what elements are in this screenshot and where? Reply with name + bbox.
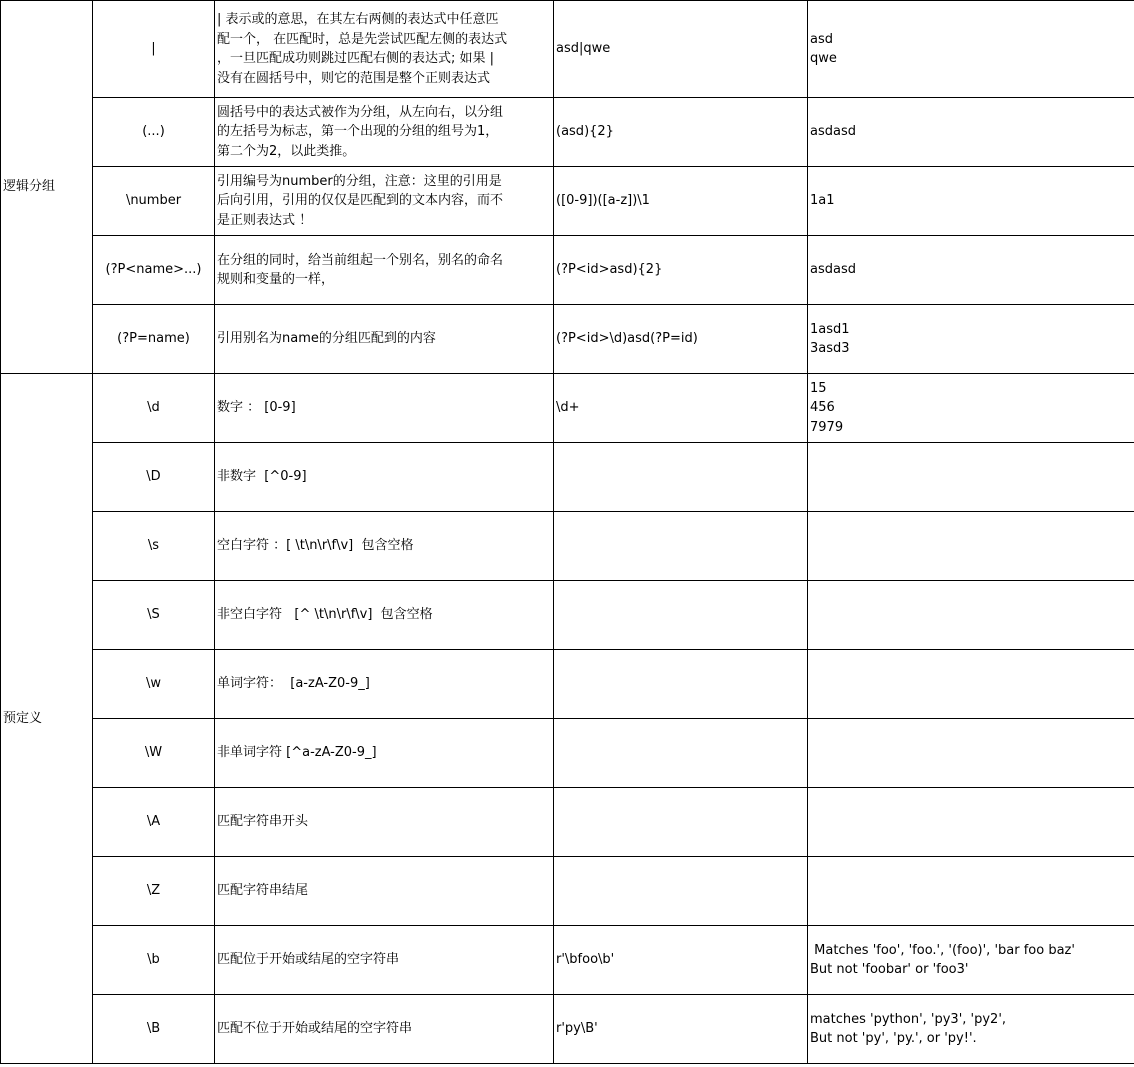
result-line: 1a1 <box>810 193 835 209</box>
description-line: 在分组的同时，给当前组起一个别名，别名的命名 <box>217 252 504 268</box>
symbol-cell: (?P=name) <box>93 305 215 374</box>
description-line: 没有在圆括号中，则它的范围是整个正则表达式 <box>217 70 491 86</box>
result-line: But not 'foobar' or 'foo3' <box>810 962 969 977</box>
description-line: 后向引用，引用的仅仅是匹配到的文本内容，而不 <box>217 193 504 209</box>
category-cell: 预定义 <box>1 374 93 1064</box>
description-line: 单词字符： [a-zA-Z0-9_] <box>217 676 370 692</box>
description-line: 规则和变量的一样， <box>217 272 335 287</box>
symbol-cell: \A <box>93 788 215 857</box>
result-cell <box>808 512 1134 581</box>
symbol-cell: \W <box>93 719 215 788</box>
description-cell <box>215 167 554 236</box>
table-row <box>1 719 1134 788</box>
description-line: 是正则表达式 ！ <box>217 212 313 228</box>
result-cell <box>808 581 1134 650</box>
example-cell <box>554 512 808 581</box>
description-cell <box>215 98 554 167</box>
table-row <box>1 305 1134 374</box>
example-cell: (asd){2} <box>554 98 808 167</box>
description-cell <box>215 236 554 305</box>
description-cell <box>215 512 554 581</box>
example-cell: ([0-9])([a-z])\1 <box>554 167 808 236</box>
result-cell <box>808 443 1134 512</box>
description-line: 匹配字符串开头 <box>217 814 309 830</box>
example-cell <box>554 581 808 650</box>
description-cell <box>215 788 554 857</box>
symbol-cell: \D <box>93 443 215 512</box>
table-row <box>1 167 1134 236</box>
description-cell <box>215 305 554 374</box>
example-cell: r'py\B' <box>554 995 808 1064</box>
result-cell <box>808 719 1134 788</box>
description-cell <box>215 374 554 443</box>
result-line: 456 <box>810 400 835 416</box>
example-cell: (?P<id>asd){2} <box>554 236 808 305</box>
result-cell <box>808 788 1134 857</box>
description-line: 匹配字符串结尾 <box>217 883 309 899</box>
description-line: 第二个为2，以此类推。 <box>217 143 356 159</box>
symbol-cell: \b <box>93 926 215 995</box>
category-cell: 逻辑分组 <box>1 1 93 374</box>
result-line: asd <box>810 31 833 47</box>
symbol-cell: \number <box>93 167 215 236</box>
result-cell <box>808 167 1134 236</box>
table-row <box>1 1 1134 98</box>
result-line: asdasd <box>810 262 856 278</box>
symbol-cell: (...) <box>93 98 215 167</box>
symbol-cell: \d <box>93 374 215 443</box>
result-cell <box>808 995 1134 1064</box>
description-line: 圆括号中的表达式被作为分组，从左向右，以分组 <box>217 104 504 120</box>
description-cell <box>215 719 554 788</box>
symbol-cell: (?P<name>...) <box>93 236 215 305</box>
result-line: matches 'python', 'py3', 'py2', <box>810 1011 1007 1027</box>
table-row <box>1 650 1134 719</box>
example-cell <box>554 719 808 788</box>
table-row <box>1 512 1134 581</box>
result-line: 3asd3 <box>810 341 850 356</box>
table-row <box>1 443 1134 512</box>
description-line: 引用编号为number的分组，注意：这里的引用是 <box>217 173 502 189</box>
result-cell <box>808 926 1134 995</box>
result-line: asdasd <box>810 124 856 140</box>
result-line: 7979 <box>810 419 844 435</box>
description-line: 空白字符 ：[ \t\n\r\f\v] 包含空格 <box>217 538 414 554</box>
table-row <box>1 236 1134 305</box>
table-row <box>1 788 1134 857</box>
description-line: | 表示或的意思，在其左右两侧的表达式中任意匹 <box>217 12 499 27</box>
table-row <box>1 374 1134 443</box>
symbol-cell: \B <box>93 995 215 1064</box>
table-row <box>1 98 1134 167</box>
description-line: 的左括号为标志，第一个出现的分组的组号为1， <box>217 124 499 140</box>
result-line: qwe <box>810 51 837 66</box>
example-cell: r'\bfoo\b' <box>554 926 808 995</box>
table-row <box>1 581 1134 650</box>
symbol-cell: \w <box>93 650 215 719</box>
description-line: 非空白字符 [^ \t\n\r\f\v] 包含空格 <box>217 607 433 623</box>
result-line: But not 'py', 'py.', or 'py!'. <box>810 1031 977 1046</box>
symbol-cell: | <box>93 1 215 98</box>
table-row <box>1 926 1134 995</box>
example-cell: (?P<id>\d)asd(?P=id) <box>554 305 808 374</box>
description-cell <box>215 995 554 1064</box>
table-row <box>1 995 1134 1064</box>
description-line: 数字 ： [0-9] <box>217 400 296 416</box>
symbol-cell: \s <box>93 512 215 581</box>
description-cell <box>215 650 554 719</box>
description-line: ，一旦匹配成功则跳过匹配右侧的表达式; 如果 | <box>217 51 495 66</box>
symbol-cell: \Z <box>93 857 215 926</box>
table-body <box>1 1 1134 1064</box>
result-cell <box>808 305 1134 374</box>
table-row <box>1 857 1134 926</box>
example-cell <box>554 650 808 719</box>
example-cell <box>554 788 808 857</box>
result-cell <box>808 374 1134 443</box>
description-cell <box>215 1 554 98</box>
result-cell <box>808 650 1134 719</box>
description-line: 非数字 [^0-9] <box>217 469 307 485</box>
example-cell: \d+ <box>554 374 808 443</box>
description-cell <box>215 926 554 995</box>
example-cell <box>554 443 808 512</box>
result-cell <box>808 857 1134 926</box>
symbol-cell: \S <box>93 581 215 650</box>
result-cell <box>808 98 1134 167</box>
description-line: 配一个， 在匹配时，总是先尝试匹配左侧的表达式 <box>217 31 508 47</box>
description-line: 匹配位于开始或结尾的空字符串 <box>217 952 400 968</box>
description-line: 非单词字符 [^a-zA-Z0-9_] <box>217 745 377 761</box>
description-line: 匹配不位于开始或结尾的空字符串 <box>217 1021 413 1037</box>
description-cell <box>215 857 554 926</box>
result-cell <box>808 236 1134 305</box>
result-cell <box>808 1 1134 98</box>
example-cell: asd|qwe <box>554 1 808 98</box>
description-cell <box>215 581 554 650</box>
description-cell <box>215 443 554 512</box>
example-cell <box>554 857 808 926</box>
result-line: 1asd1 <box>810 321 850 337</box>
result-line: Matches 'foo', 'foo.', '(foo)', 'bar foo baz' <box>810 942 1075 958</box>
description-line: 引用别名为name的分组匹配到的内容 <box>217 331 436 347</box>
result-line: 15 <box>810 380 827 396</box>
